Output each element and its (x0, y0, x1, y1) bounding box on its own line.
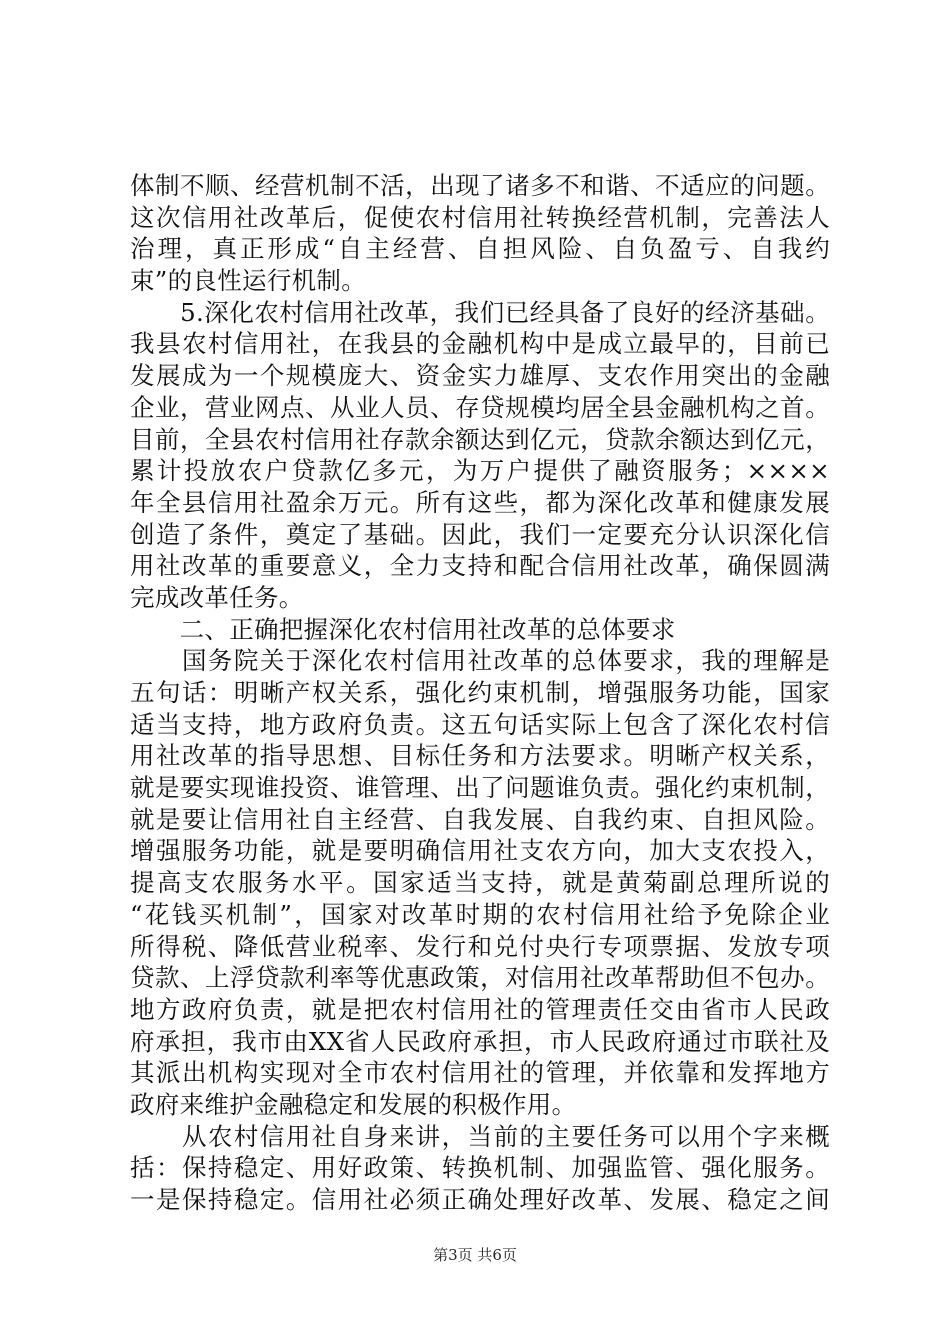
text-line: 府承担，我市由XX省人民政府承担，市人民政府通过市联社及 (130, 1026, 830, 1056)
text-line: 地方政府负责，就是把农村信用社的管理责任交由省市人民政 (130, 994, 830, 1024)
text-line: “花钱买机制”，国家对改革时期的农村信用社给予免除企业 (130, 899, 830, 929)
text-line: 就是要实现谁投资、谁管理、出了问题谁负责。强化约束机制， (130, 773, 830, 803)
text-line: 目前，全县农村信用社存款余额达到亿元，贷款余额达到亿元， (130, 424, 830, 454)
text-line: 发展成为一个规模庞大、资金实力雄厚、支农作用突出的金融 (130, 361, 830, 391)
text-line: 二、正确把握深化农村信用社改革的总体要求 (130, 614, 676, 644)
text-line: 5.深化农村信用社改革，我们已经具备了良好的经济基础。 (130, 297, 830, 327)
text-line: 括：保持稳定、用好政策、转换机制、加强监管、强化服务。 (130, 1153, 830, 1183)
text-line: 政府来维护金融稳定和发展的积极作用。 (130, 1089, 577, 1119)
text-line: 年全县信用社盈余万元。所有这些，都为深化改革和健康发展 (130, 487, 830, 517)
text-line: 这次信用社改革后，促使农村信用社转换经营机制，完善法人 (130, 202, 830, 232)
text-line: 其派出机构实现对全市农村信用社的管理，并依靠和发挥地方 (130, 1058, 830, 1088)
text-line: 就是要让信用社自主经营、自我发展、自我约束、自担风险。 (130, 804, 830, 834)
text-line: 从农村信用社自身来讲，当前的主要任务可以用个字来概 (130, 1121, 830, 1151)
text-line: 累计投放农户贷款亿多元，为万户提供了融资服务；×××× (130, 456, 830, 486)
text-line: 一是保持稳定。信用社必须正确处理好改革、发展、稳定之间 (130, 1185, 830, 1214)
text-line: 企业，营业网点、从业人员、存贷规模均居全县金融机构之首。 (130, 392, 830, 422)
text-line: 用社改革的重要意义，全力支持和配合信用社改革，确保圆满 (130, 551, 830, 581)
text-line: 适当支持，地方政府负责。这五句话实际上包含了深化农村信 (130, 709, 830, 739)
text-line: 国务院关于深化农村信用社改革的总体要求，我的理解是 (130, 646, 830, 676)
text-line: 提高支农服务水平。国家适当支持，就是黄菊副总理所说的 (130, 868, 830, 898)
text-line: 完成改革任务。 (130, 582, 304, 612)
text-line: 束”的良性运行机制。 (130, 266, 367, 296)
text-line: 体制不顺、经营机制不活，出现了诸多不和谐、不适应的问题。 (130, 171, 830, 200)
text-line: 五句话：明晰产权关系，强化约束机制，增强服务功能，国家 (130, 678, 830, 707)
text-line: 创造了条件，奠定了基础。因此，我们一定要充分认识深化信 (130, 519, 830, 549)
text-line: 我县农村信用社，在我县的金融机构中是成立最早的，目前已 (130, 329, 830, 359)
page-number-label: 第3页 共6页 (433, 1246, 517, 1264)
text-line: 贷款、上浮贷款利率等优惠政策，对信用社改革帮助但不包办。 (130, 963, 830, 993)
text-line: 治理，真正形成“自主经营、自担风险、自负盈亏、自我约 (130, 234, 830, 264)
text-line: 所得税、降低营业税率、发行和兑付央行专项票据、发放专项 (130, 931, 830, 961)
page-footer (0, 1245, 950, 1265)
text-line: 增强服务功能，就是要明确信用社支农方向，加大支农投入， (130, 836, 830, 866)
text-line: 用社改革的指导思想、目标任务和方法要求。明晰产权关系， (130, 741, 830, 771)
document-body (130, 170, 830, 1216)
